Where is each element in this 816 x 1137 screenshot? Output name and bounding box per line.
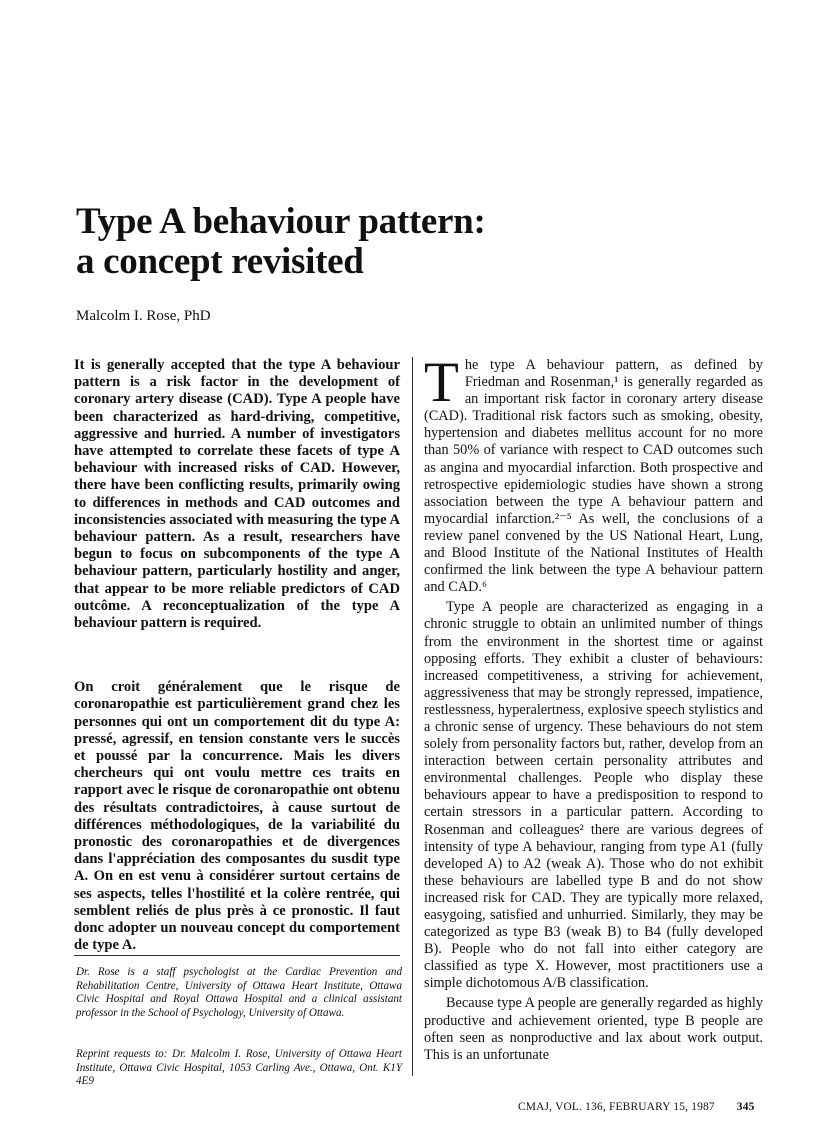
author-byline: Malcolm I. Rose, PhD	[76, 308, 211, 324]
body-paragraph-3: Because type A people are generally regarded as highly productive and achievement oriented, type B people are often seen as nonproductive and lax about work output. This is an unfortunate	[424, 995, 763, 1063]
body-paragraph-2: Type A people are characterized as engaging in a chronic struggle to obtain an unlimited number of things from the environment in the shortest time or against opposing efforts. They exhibit a cluster of behaviours: increased competitiveness, a striving for achievement, aggressiveness that may be strongly repressed, impatience, restlessness, hyperalertness, explosive speech stylistics and a chronic sense of urgency. These behaviours do not stem solely from personality factors but, rather, develop from an interaction between certain personality attributes and environmental challenges. People who display these behaviours appear to have a predisposition to respond to certain stressors in a particular pattern. According to Rosenman and colleagues² there are various degrees of intensity of type A behaviour, ranging from type A1 (fully developed A) to A2 (weak A). Those who do not exhibit these behaviours are labelled type B and do not show increased risk for CAD. They are typically more relaxed, easygoing, satisfied and unhurried. Similarly, they may be categorized as type B3 (weak B) to B4 (fully developed B). People who do not fall into either category are classified as type X. However, most practitioners use a simple dichotomous A/B classification.	[424, 599, 763, 992]
article-title	[76, 202, 485, 282]
abstract-english: It is generally accepted that the type A behaviour pattern is a risk factor in the development of coronary artery disease (CAD). Type A people have been characterized as hard-driving, competitive, aggressive and hurried. A number of investigators have attempted to correlate these facets of type A behaviour with increased risks of CAD. However, there have been conflicting results, primarily owing to differences in methods and CAD outcomes and inconsistencies associated with measuring the type A behaviour pattern. As a result, researchers have begun to focus on subcomponents of the type A behaviour pattern, particularly hostility and anger, that appear to be more reliable predictors of CAD outcôme. A reconceptualization of the type A behaviour pattern is required.	[74, 357, 400, 632]
reprint-requests-note: Reprint requests to: Dr. Malcolm I. Rose, University of Ottawa Heart Institute, Ottawa Civic Hospital, 1053 Carling Ave., Ottawa, Ont. K1Y 4E9	[76, 1048, 402, 1088]
author-affiliation-note: Dr. Rose is a staff psychologist at the Cardiac Prevention and Rehabilitation Centre, University of Ottawa Heart Institute, Ottawa Civic Hospital and Royal Ottawa Hospital and a clinical assistant professor in the School of Psychology, University of Ottawa.	[76, 966, 402, 1019]
body-paragraph-1	[424, 351, 763, 596]
journal-citation: CMAJ, VOL. 136, FEBRUARY 15, 1987	[518, 1101, 715, 1113]
title-line-1: Type A behaviour pattern:	[76, 201, 486, 242]
abstract-column	[74, 357, 400, 955]
page-footer	[518, 1101, 754, 1113]
abstract-french: On croit généralement que le risque de coronaropathie est particulièrement grand chez les personnes qui ont un comportement dit du type A: pressé, agressif, en tension constante vers le succès et poussé par la concurrence. Mais les divers chercheurs qui ont voulu mettre ces traits en rapport avec le risque de coronaropathie ont obtenu des résultats contradictoires, à cause surtout de différences méthodologiques, de la variabilité du pronostic des coronaropathies et de divergences dans l'appréciation des composantes du susdit type A. On en est venu à considérer surtout certains de ses aspects, telles l'hostilité et la colère rentrée, qui semblent reliés de plus près à ce pronostic. Il faut donc adopter un nouveau concept du comportement de type A.	[74, 679, 400, 954]
page-number: 345	[736, 1101, 755, 1113]
notes-divider	[74, 955, 400, 956]
body-paragraph-1-text: he type A behaviour pattern, as defined by Friedman and Rosenman,¹ is generally regarded as an important risk factor in coronary artery disease (CAD). Traditional risk factors such as smoking, obesity, hypertension and diabetes mellitus account for no more than 50% of variance with respect to CAD outcomes such as angina and myocardial infarction. Both prospective and retrospective epidemiologic studies have shown a strong association between the type A behaviour pattern and myocardial infarction.²⁻⁵ As well, the conclusions of a review panel convened by the US National Heart, Lung, and Blood Institute of the National Institutes of Health confirmed the link between the type A behaviour pattern and CAD.⁶	[424, 357, 763, 596]
drop-cap: T	[424, 351, 459, 414]
column-divider	[412, 357, 413, 1076]
title-line-2: a concept revisited	[76, 241, 364, 282]
body-column	[424, 351, 763, 1064]
